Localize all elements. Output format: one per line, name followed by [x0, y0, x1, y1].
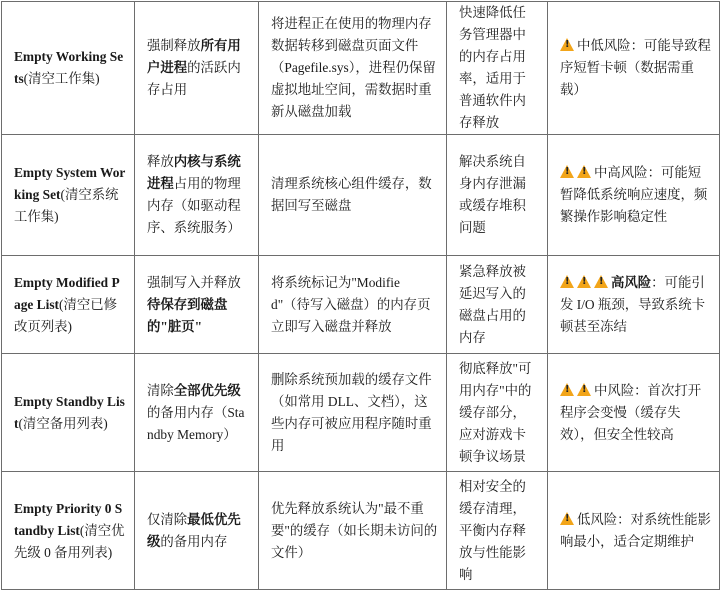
role-text: 强制写入并释放: [147, 274, 241, 290]
cell-scenario: 紧急释放被延迟写入的磁盘占用的内存: [447, 256, 548, 354]
cell-option-name: [2, 354, 135, 472]
risk-description: ：可能导致程序短暂卡顿（数据需重载）: [560, 38, 711, 97]
table-row: [2, 354, 720, 472]
risk-description: ：对系统性能影响最小，适合定期维护: [560, 511, 711, 549]
role-text: 仅清除: [147, 511, 188, 527]
role-emphasis: 待保存到磁盘的"脏页": [147, 296, 228, 334]
cell-scenario: 快速降低任务管理器中的内存占用率，适用于普通软件内存释放: [447, 2, 548, 135]
cell-mechanism: 优先释放系统认为"最不重要"的缓存（如长期未访问的文件）: [259, 472, 447, 590]
cell-risk: [548, 135, 720, 256]
table-body: [2, 2, 720, 590]
cell-option-name: [2, 135, 135, 256]
cell-risk: [548, 472, 720, 590]
table-row: [2, 256, 720, 354]
option-name-en: Empty Modified Page List: [14, 274, 120, 312]
cell-role: [135, 256, 259, 354]
cell-option-name: [2, 2, 135, 135]
role-emphasis: 全部优先级: [173, 382, 241, 398]
cell-role: [135, 472, 259, 590]
role-emphasis: 所有用户进程: [147, 38, 241, 75]
cell-mechanism: 清理系统核心组件缓存，数据回写至磁盘: [259, 135, 447, 256]
memory-clean-options-table: [1, 1, 720, 590]
cell-risk: [548, 2, 720, 135]
role-text: 清除: [147, 382, 174, 398]
option-name-zh: (清空系统工作集): [14, 187, 119, 224]
role-text: 释放: [147, 154, 174, 169]
table-row: [2, 135, 720, 256]
role-text: 的备用内存: [160, 533, 228, 549]
cell-scenario: 解决系统自身内存泄漏或缓存堆积问题: [447, 135, 548, 256]
cell-role: [135, 2, 259, 135]
cell-option-name: [2, 256, 135, 354]
role-text: 占用的物理内存（如驱动程序、系统服务）: [147, 176, 241, 235]
option-name-zh: (清空已修改页列表): [14, 296, 118, 334]
risk-level: 低风险: [577, 511, 618, 527]
option-name-zh: (清空工作集): [23, 71, 100, 86]
cell-mechanism: 将系统标记为"Modified"（待写入磁盘）的内存页立即写入磁盘并释放: [259, 256, 447, 354]
warning-icon: [560, 275, 574, 288]
warning-icon: [560, 165, 574, 178]
option-name-en: Empty Standby List: [14, 393, 125, 431]
risk-level: 高风险: [611, 274, 652, 290]
table-row: [2, 2, 720, 135]
risk-level: 中低风险: [577, 38, 631, 53]
table-row: [2, 472, 720, 590]
warning-icon: [577, 383, 591, 396]
warning-icon: [577, 275, 591, 288]
cell-mechanism: 删除系统预加载的缓存文件（如常用 DLL、文档），这些内存可被应用程序随时重用: [259, 354, 447, 472]
option-name-en: Empty Priority 0 Standby List: [14, 500, 123, 538]
risk-description: ：可能引发 I/O 瓶颈，导致系统卡顿甚至冻结: [560, 274, 706, 334]
risk-level: 中风险: [594, 382, 635, 398]
option-name-zh: (清空备用列表): [18, 415, 108, 431]
cell-scenario: 彻底释放"可用内存"中的缓存部分，应对游戏卡顿争议场景: [447, 354, 548, 472]
role-emphasis: 最低优先级: [147, 511, 241, 549]
cell-role: [135, 135, 259, 256]
option-name-en: Empty System Working Set: [14, 165, 126, 202]
warning-icon: [577, 165, 591, 178]
warning-icon: [594, 275, 608, 288]
cell-mechanism: 将进程正在使用的物理内存数据转移到磁盘页面文件（Pagefile.sys），进程仍保留虚拟地址空间，需数据时重新从磁盘加载: [259, 2, 447, 135]
warning-icon: [560, 38, 574, 51]
warning-icon: [560, 512, 574, 525]
risk-description: ：可能短暂降低系统响应速度，频繁操作影响稳定性: [560, 165, 708, 224]
option-name-zh: (清空优先级 0 备用列表): [14, 522, 125, 560]
cell-role: [135, 354, 259, 472]
risk-level: 中高风险: [594, 165, 648, 180]
cell-risk: [548, 256, 720, 354]
role-text: 的备用内存（Standby Memory）: [147, 404, 245, 442]
role-text: 强制释放: [147, 38, 201, 53]
cell-scenario: 相对安全的缓存清理，平衡内存释放与性能影响: [447, 472, 548, 590]
role-emphasis: 内核与系统进程: [147, 154, 241, 191]
cell-option-name: [2, 472, 135, 590]
role-text: 的活跃内存占用: [147, 60, 241, 97]
cell-risk: [548, 354, 720, 472]
option-name-en: Empty Working Sets: [14, 49, 124, 86]
warning-icon: [560, 383, 574, 396]
risk-description: ：首次打开程序会变慢（缓存失效），但安全性较高: [560, 382, 702, 442]
